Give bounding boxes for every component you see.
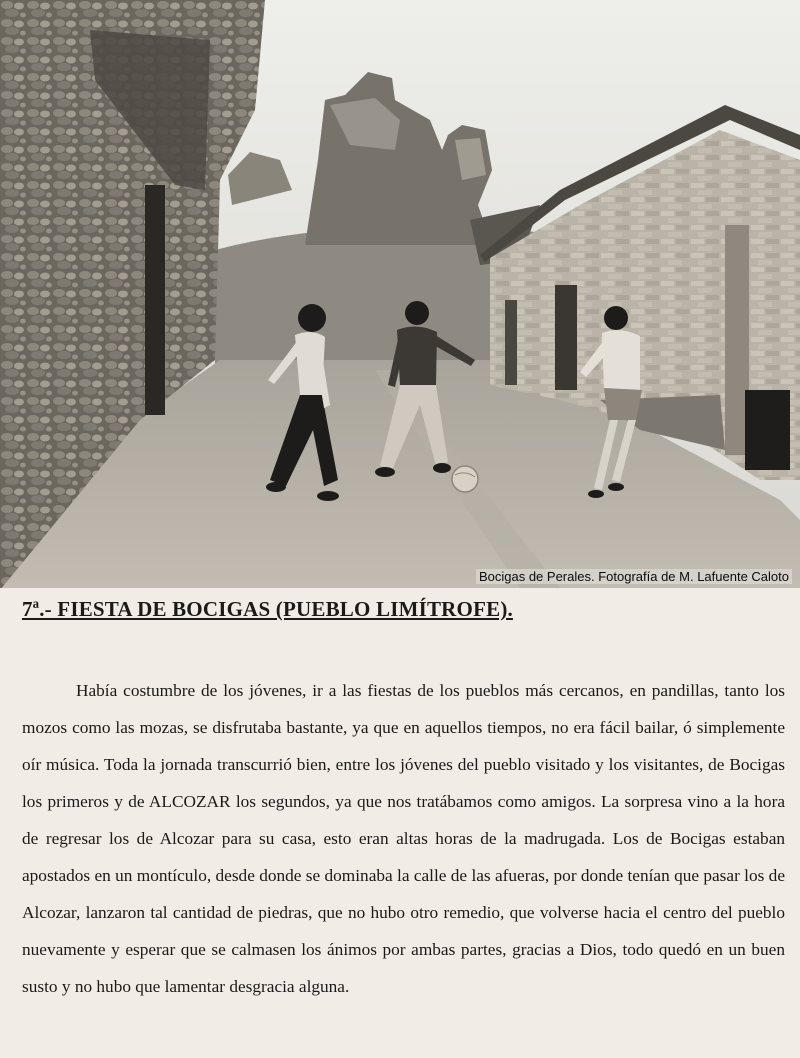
story-paragraph: Había costumbre de los jóvenes, ir a las fiestas de los pueblos más cercanos, en pandillas, tanto los mozos como las mozas, se disfrutaba bastante, ya que en aquellos tiempos, no era fácil bailar, ó simplemente oír música. Toda la jornada transcurrió bien, entre los jóvenes del pueblo visitado y los visitantes, de Bocigas los primeros y de ALCOZAR los segundos, ya que nos tratábamos como amigos. La sorpresa vino a la hora de regresar los de Alcozar para su casa, esto eran altas horas de la madrugada. Los de Bocigas estaban apostados en un montículo, desde donde se dominaba la calle de las afueras, por donde tenían que pasar los de Alcozar, lanzaron tal cantidad de piedras, que no hubo otro remedio, que volverse hacia el centro del pueblo nuevamente y esperar que se calmasen los ánimos por ambas partes, gracias a Dios, todo quedó en un buen susto y no hubo que lamentar desgracia alguna. <box>22 681 785 996</box>
section-heading: 7ª.- FIESTA DE BOCIGAS (PUEBLO LIMÍTROFE). <box>22 597 513 621</box>
photo-caption: Bocigas de Perales. Fotografía de M. Lafuente Caloto <box>476 569 792 584</box>
